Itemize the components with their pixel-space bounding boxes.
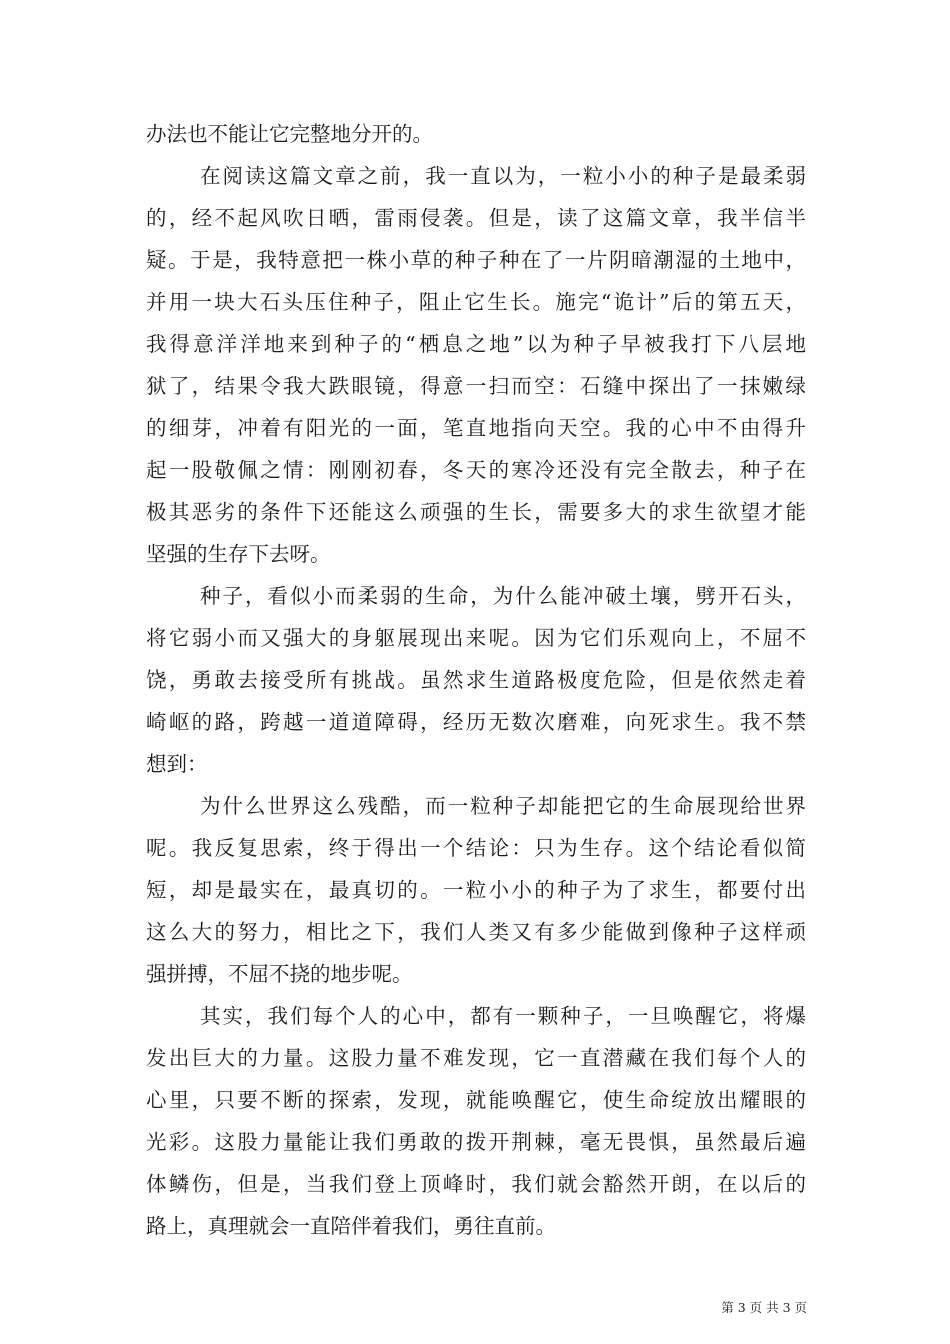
text-line: 光彩。这股力量能让我们勇敢的拨开荆棘，毫无畏惧，虽然最后遍: [146, 1130, 806, 1154]
text-line: 体鳞伤，但是，当我们登上顶峰时，我们就会豁然开朗，在以后的: [146, 1172, 806, 1196]
text-line: 心里，只要不断的探索，发现，就能唤醒它，使生命绽放出耀眼的: [146, 1088, 806, 1112]
text-line: 办法也不能让它完整地分开的。: [146, 122, 433, 146]
text-line: 在阅读这篇文章之前，我一直以为，一粒小小的种子是最柔弱: [200, 164, 806, 188]
text-line: 极其恶劣的条件下还能这么顽强的生长，需要多大的求生欲望才能: [146, 500, 806, 524]
text-line: 饶，勇敢去接受所有挑战。虽然求生道路极度危险，但是依然走着: [146, 668, 806, 692]
text-line: 并用一块大石头压住种子，阻止它生长。施完“诡计”后的第五天，: [146, 290, 806, 314]
text-line: 其实，我们每个人的心中，都有一颗种子，一旦唤醒它，将爆: [200, 1004, 806, 1028]
text-line: 路上，真理就会一直陪伴着我们，勇往直前。: [146, 1214, 556, 1238]
text-line: 起一股敬佩之情：刚刚初春，冬天的寒冷还没有完全散去，种子在: [146, 458, 806, 482]
text-line: 为什么世界这么残酷，而一粒种子却能把它的生命展现给世界: [200, 794, 806, 818]
text-line: 我得意洋洋地来到种子的“栖息之地”以为种子早被我打下八层地: [146, 332, 806, 356]
text-line: 想到：: [146, 752, 208, 776]
page-number-footer: 第 3 页 共 3 页: [721, 1300, 807, 1315]
text-line: 坚强的生存下去呀。: [146, 542, 331, 566]
text-line: 的细芽，冲着有阳光的一面，笔直地指向天空。我的心中不由得升: [146, 416, 806, 440]
text-line: 短，却是最实在，最真切的。一粒小小的种子为了求生，都要付出: [146, 878, 806, 902]
text-line: 强拼搏，不屈不挠的地步呢。: [146, 962, 413, 986]
document-body: [146, 113, 806, 1247]
text-line: 呢。我反复思索，终于得出一个结论：只为生存。这个结论看似简: [146, 836, 806, 860]
text-line: 种子，看似小而柔弱的生命，为什么能冲破土壤，劈开石头，: [200, 584, 806, 608]
text-line: 将它弱小而又强大的身躯展现出来呢。因为它们乐观向上，不屈不: [146, 626, 806, 650]
text-line: 这么大的努力，相比之下，我们人类又有多少能做到像种子这样顽: [146, 920, 806, 944]
text-line: 疑。于是，我特意把一株小草的种子种在了一片阴暗潮湿的土地中，: [146, 248, 806, 272]
text-line: 发出巨大的力量。这股力量不难发现，它一直潜藏在我们每个人的: [146, 1046, 806, 1070]
text-line: 崎岖的路，跨越一道道障碍，经历无数次磨难，向死求生。我不禁: [146, 710, 806, 734]
text-line: 的，经不起风吹日晒，雷雨侵袭。但是，读了这篇文章，我半信半: [146, 206, 806, 230]
text-line: 狱了，结果令我大跌眼镜，得意一扫而空：石缝中探出了一抹嫩绿: [146, 374, 806, 398]
